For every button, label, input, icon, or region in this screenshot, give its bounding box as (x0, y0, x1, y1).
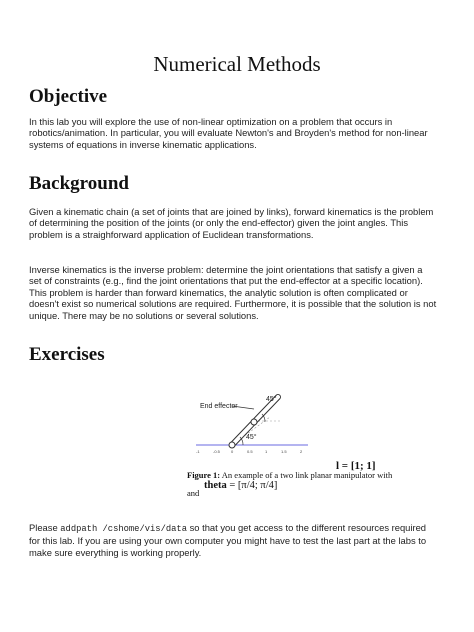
x-tick-label: 0 (231, 449, 234, 454)
manipulator-figure (192, 391, 310, 459)
figure-caption-text: An example of a two link planar manipulator with (221, 470, 393, 480)
equation-theta-value: = [π/4; π/4] (226, 480, 278, 491)
base-joint (229, 442, 235, 448)
x-tick-label: 0.5 (247, 449, 253, 454)
equation-l: l = [1; 1] (336, 460, 376, 472)
addpath-code: addpath /cshome/vis/data (60, 524, 187, 534)
equation-theta-name: theta (204, 480, 227, 491)
x-tick-label: -0.5 (213, 449, 220, 454)
objective-paragraph: In this lab you will explore the use of non-linear optimization on a problem that occurs in robotics/animation. In particular, you will evaluate Newton's and Broyden's method for non-linear systems of equations in inverse kinematic applications. (29, 116, 428, 150)
exercises-paragraph-pre: Please (29, 522, 61, 533)
figure-caption-and: and (187, 488, 200, 498)
angle-label-top: 45° (266, 396, 277, 403)
exercises-paragraph (29, 522, 437, 558)
end-effector-label: End effector (200, 403, 238, 410)
elbow-joint (251, 419, 257, 425)
x-tick-label: 1 (265, 449, 268, 454)
x-tick-label: -1 (196, 449, 200, 454)
background-paragraph-2: Inverse kinematics is the inverse problem: determine the joint orientations that satisfy a given a set of constraints (e.g., find the joint orientations that put the end-effector at a specific location). This problem is harder than forward kinematics, the analytic solution is often complicated or doesn't exist so numerical solutions are required. Furthermore, it is possible that the solution is not unique. There may be no solutions or several solutions. (29, 264, 437, 321)
figure-caption-label: Figure 1: (187, 470, 221, 480)
equation-theta (204, 480, 277, 491)
exercises-paragraph-post: so that you get access to the different resources required for this lab. If you are using your own computer you might have to test the last part at the labs to make sure everything is working properly. (29, 522, 427, 558)
angle-label-bottom: 45° (246, 434, 257, 441)
x-tick-label: 2 (300, 449, 303, 454)
x-tick-label: 1.5 (281, 449, 287, 454)
background-paragraph-1: Given a kinematic chain (a set of joints that are joined by links), forward kinematics is the problem of determining the position of the joints (or only the end-effector) given the joint angles. This problem is a straighforward application of Euclidean transformations. (29, 206, 434, 240)
exercises-heading: Exercises (29, 344, 105, 365)
objective-heading: Objective (29, 86, 108, 107)
manipulator-diagram (192, 391, 310, 459)
background-heading: Background (29, 173, 129, 194)
page-title: Numerical Methods (153, 52, 321, 76)
